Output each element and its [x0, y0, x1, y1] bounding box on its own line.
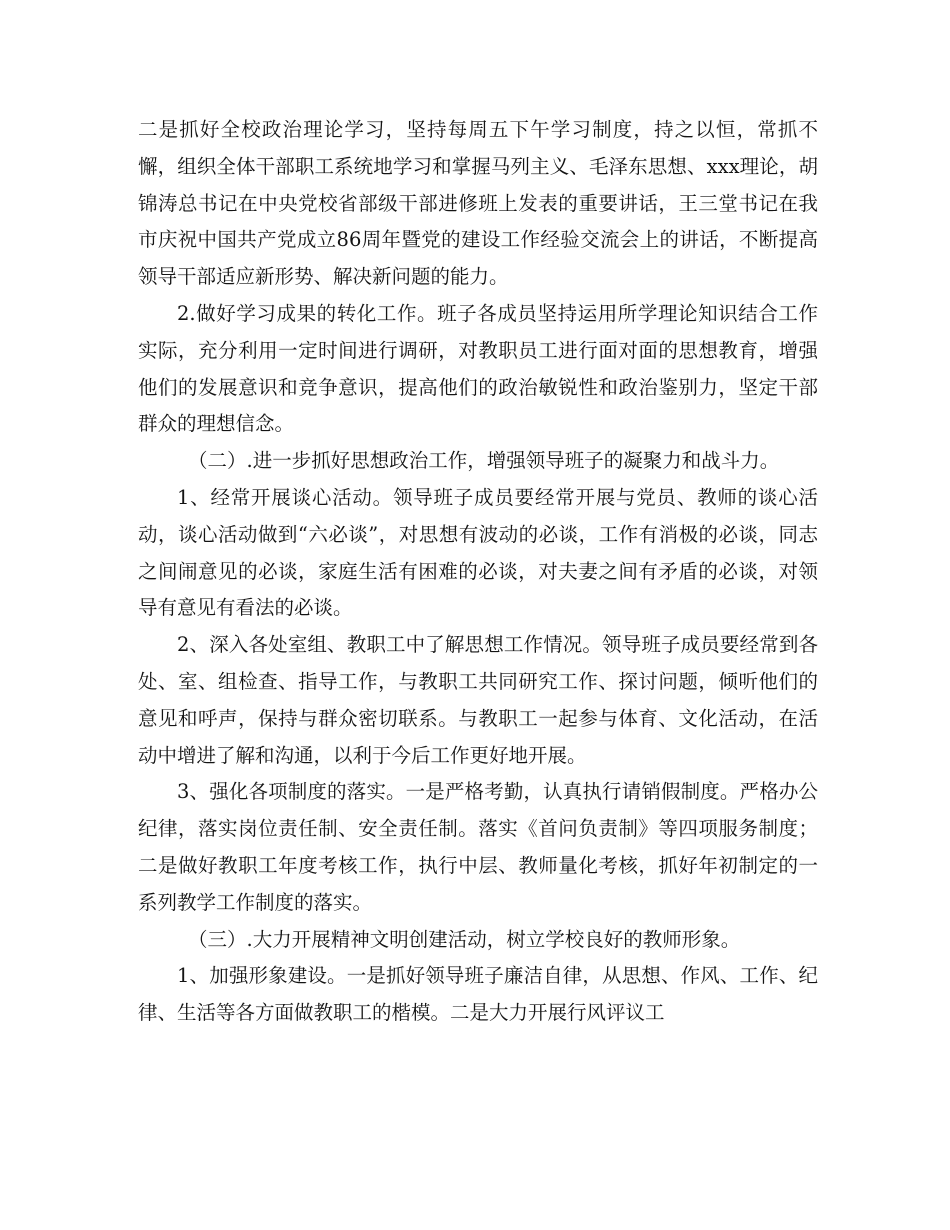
- paragraph-image-building: 1、加强形象建设。一是抓好领导班子廉洁自律，从思想、作风、工作、纪律、生活等各方面做教职工的楷模。二是大力开展行风评议工: [138, 964, 818, 1025]
- paragraph-political-study: 二是抓好全校政治理论学习，坚持每周五下午学习制度，持之以恒，常抓不懈，组织全体干部职工系统地学习和掌握马列主义、毛泽东思想、xxx理论，胡锦涛总书记在中央党校省部级干部进修班上发表的重要讲话，王三堂书记在我市庆祝中国共产党成立86周年暨党的建设工作经验交流会上的讲话，不断提高领导干部适应新形势、解决新问题的能力。: [138, 118, 818, 289]
- section-heading-2: （二）.进一步抓好思想政治工作，增强领导班子的凝聚力和战斗力。: [188, 449, 780, 473]
- paragraph-implement-systems: 3、强化各项制度的落实。一是严格考勤，认真执行请销假制度。严格办公纪律，落实岗位责任制、安全责任制。落实《首问负责制》等四项服务制度；二是做好教职工年度考核工作，执行中层、教师量化考核，抓好年初制定的一系列教学工作制度的落实。: [138, 780, 818, 914]
- section-heading-3: （三）.大力开展精神文明创建活动，树立学校良好的教师形象。: [188, 927, 741, 951]
- paragraph-understand-staff: 2、深入各处室组、教职工中了解思想工作情况。领导班子成员要经常到各处、室、组检查、指导工作，与教职工共同研究工作、探讨问题，倾听他们的意见和呼声，保持与群众密切联系。与教职工一起参与体育、文化活动，在活动中增进了解和沟通，以利于今后工作更好地开展。: [138, 633, 818, 767]
- paragraph-heart-talks: 1、经常开展谈心活动。领导班子成员要经常开展与党员、教师的谈心活动，谈心活动做到“六必谈”，对思想有波动的必谈，工作有消极的必谈，同志之间闹意见的必谈，家庭生活有困难的必谈，对夫妻之间有矛盾的必谈，对领导有意见有看法的必谈。: [138, 485, 818, 620]
- paragraph-study-results: 2.做好学习成果的转化工作。班子各成员坚持运用所学理论知识结合工作实际，充分利用一定时间进行调研，对教职员工进行面对面的思想教育，增强他们的发展意识和竞争意识，提高他们的政治敏锐性和政治鉴别力，坚定干部群众的理想信念。: [138, 301, 818, 436]
- document-body: [138, 112, 818, 1032]
